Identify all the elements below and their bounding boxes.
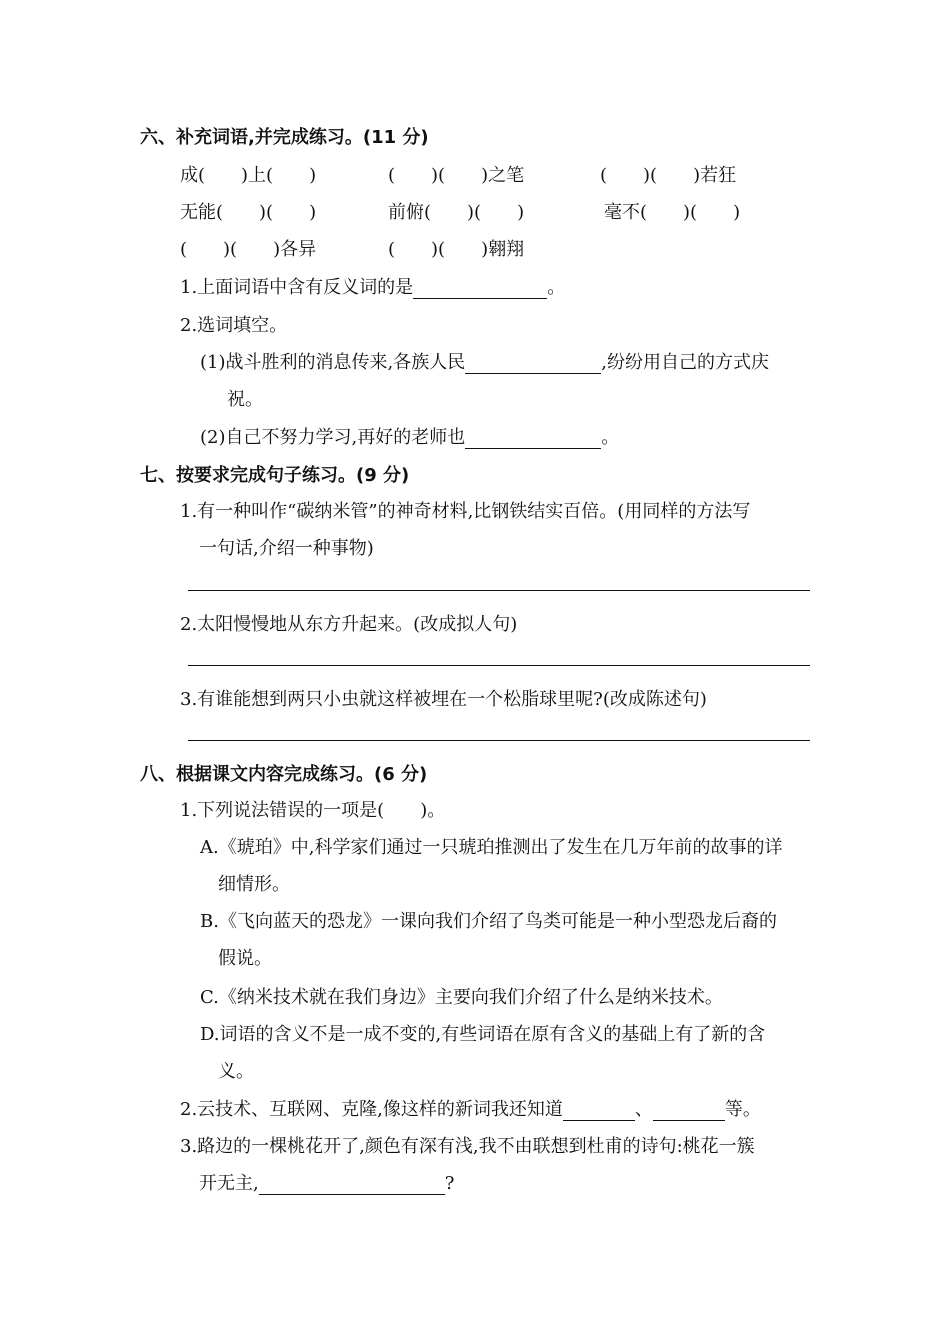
s6-question-1: 1.上面词语中含有反义词的是 。 xyxy=(180,277,566,298)
s7-question-3: 3.有谁能想到两只小虫就这样被埋在一个松脂球里呢?(改成陈述句) xyxy=(180,689,707,710)
word-blank-5: 前俯( )( ) xyxy=(388,202,525,223)
s8-question-3-line1: 3.路边的一棵桃花开了,颜色有深有浅,我不由联想到杜甫的诗句:桃花一簇 xyxy=(180,1136,755,1157)
answer-blank[interactable] xyxy=(259,1176,445,1195)
s6-question-2-1: (1)战斗胜利的消息传来,各族人民 ,纷纷用自己的方式庆 xyxy=(200,352,769,373)
word-blank-8: ( )( )翱翔 xyxy=(388,239,525,260)
answer-blank[interactable] xyxy=(563,1102,635,1121)
word-blank-2: ( )( )之笔 xyxy=(388,165,525,186)
option-d-line1: D.词语的含义不是一成不变的,有些词语在原有含义的基础上有了新的含 xyxy=(200,1024,766,1045)
answer-blank[interactable] xyxy=(413,280,547,299)
word-blank-6: 毫不( )( ) xyxy=(604,202,741,223)
word-blank-3: ( )( )若狂 xyxy=(600,165,737,186)
option-b-line2: 假说。 xyxy=(218,948,272,969)
answer-line[interactable] xyxy=(188,665,810,666)
section-6-title: 六、补充词语,并完成练习。(11 分) xyxy=(140,127,429,148)
section-7-title: 七、按要求完成句子练习。(9 分) xyxy=(140,465,410,486)
option-a-line2: 细情形。 xyxy=(218,874,290,895)
option-d-line2: 义。 xyxy=(218,1061,254,1082)
s6-question-2: 2.选词填空。 xyxy=(180,315,288,336)
s7-question-2: 2.太阳慢慢地从东方升起来。(改成拟人句) xyxy=(180,614,518,635)
s6-question-2-2: (2)自己不努力学习,再好的老师也 。 xyxy=(200,427,620,448)
word-blank-1: 成( )上( ) xyxy=(180,165,317,186)
s8-question-1: 1.下列说法错误的一项是( )。 xyxy=(180,800,446,821)
answer-blank[interactable] xyxy=(465,430,601,449)
answer-blank[interactable] xyxy=(653,1102,725,1121)
s8-question-2: 2.云技术、互联网、克隆,像这样的新词我还知道 、 等。 xyxy=(180,1099,761,1120)
section-8-title: 八、根据课文内容完成练习。(6 分) xyxy=(140,764,428,785)
option-a-line1: A.《琥珀》中,科学家们通过一只琥珀推测出了发生在几万年前的故事的详 xyxy=(200,837,783,858)
answer-line[interactable] xyxy=(188,740,810,741)
option-c: C.《纳米技术就在我们身边》主要向我们介绍了什么是纳米技术。 xyxy=(200,987,723,1008)
word-blank-7: ( )( )各异 xyxy=(180,239,317,260)
s7-question-1-line1: 1.有一种叫作“碳纳米管”的神奇材料,比钢铁结实百倍。(用同样的方法写 xyxy=(180,501,751,522)
word-blank-4: 无能( )( ) xyxy=(180,202,317,223)
option-b-line1: B.《飞向蓝天的恐龙》一课向我们介绍了鸟类可能是一种小型恐龙后裔的 xyxy=(200,911,777,932)
s8-question-3-line2: 开无主, ? xyxy=(199,1173,455,1194)
answer-line[interactable] xyxy=(188,590,810,591)
s6-question-2-1-cont: 祝。 xyxy=(227,389,263,410)
s7-question-1-line2: 一句话,介绍一种事物) xyxy=(199,538,374,559)
answer-blank[interactable] xyxy=(465,355,601,374)
